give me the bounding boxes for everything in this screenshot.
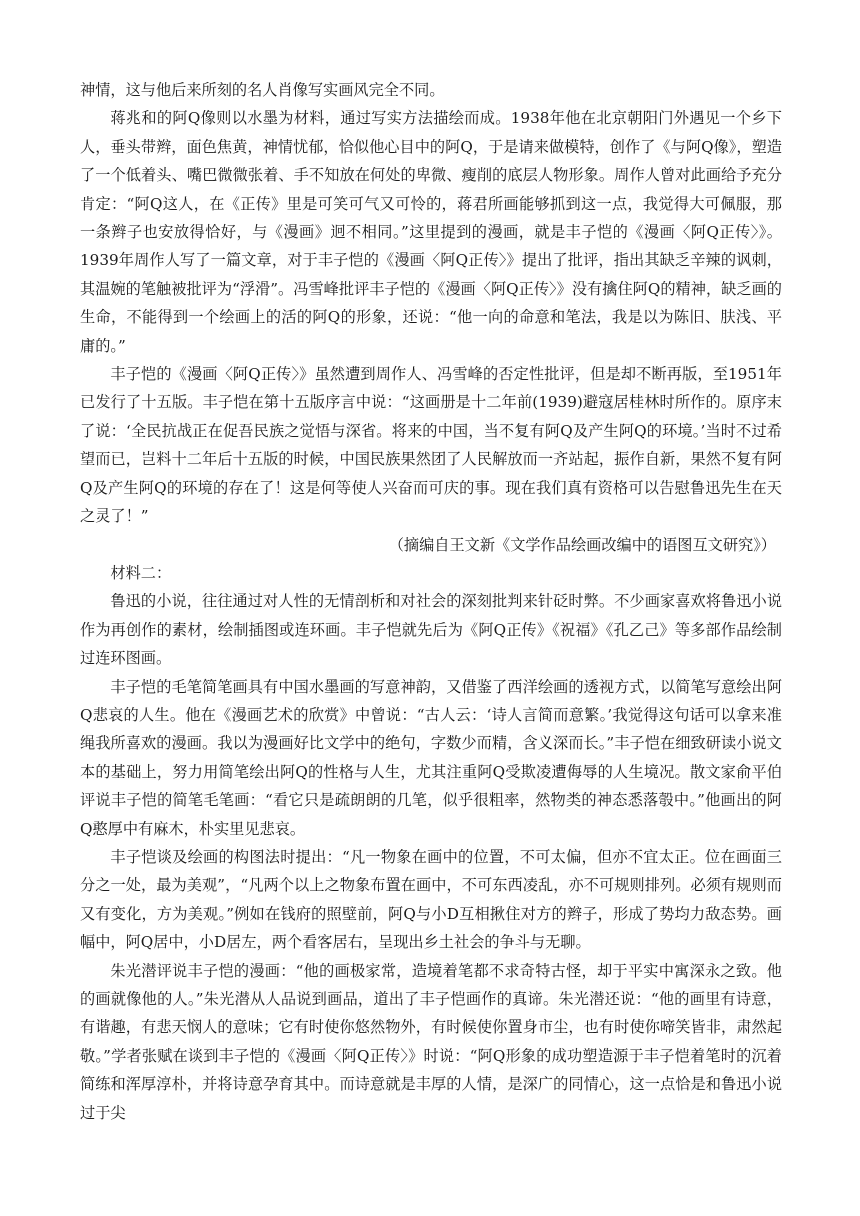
paragraph-composition: 丰子恺谈及绘画的构图法时提出：“凡一物象在画中的位置，不可太偏，但亦不宜太正。位在画面三分之一处，最为美观”，“凡两个以上之物象布置在画中，不可东西凌乱，亦不可规则排列。必须有规则而又有变化，方为美观。”例如在钱府的照壁前，阿Q与小D互相揪住对方的辫子，形成了势均力敌态势。画幅中，阿Q居中，小D居左，两个看客居右，呈现出乡土社会的争斗与无聊。 bbox=[80, 847, 782, 952]
paragraph-fifteenth-edition: 丰子恺的《漫画〈阿Q正传〉》虽然遭到周作人、冯雪峰的否定性批评，但是却不断再版，至1951年已发行了十五版。丰子恺在第十五版序言中说：“这画册是十二年前(1939)避寇居桂林时所作的。原序末了说：‘全民抗战正在促吾民族之觉悟与深省。将来的中国，当不复有阿Q及产生阿Q的环境。’当时不过希望而已，岂料十二年后十五版的时候，中国民族果然团了人民解放而一齐站起，振作自新，果然不复有阿Q及产生阿Q的环境的存在了！这是何等使人兴奋而可庆的事。现在我们真有资格可以告慰鲁迅先生在天之灵了！” bbox=[80, 365, 782, 526]
source-citation: （摘编自王文新《文学作品绘画改编中的语图互文研究》） bbox=[388, 535, 776, 554]
paragraph-continuation: 神情，这与他后来所刻的名人肖像写实画风完全不同。 bbox=[80, 81, 445, 99]
material-two-heading: 材料二： bbox=[110, 563, 172, 582]
paragraph-zhu-guangqian: 朱光潜评说丰子恺的漫画：“他的画极家常，造境着笔都不求奇特古怪，却于平实中寓深永之致。他的画就像他的人。”朱光潜从人品说到画品，道出了丰子恺画作的真谛。朱光潜还说：“他的画里有诗意，有谐趣，有悲天悯人的意味；它有时使你悠然物外，有时候使你置身市尘，也有时使你啼笑皆非，肃然起敬。”学者张赋在谈到丰子恺的《漫画〈阿Q正传〉》时说：“阿Q形象的成功塑造源于丰子恺着笔时的沉着简练和浑厚淳朴，并将诗意孕育其中。而诗意就是丰厚的人情，是深广的同情心，这一点恰是和鲁迅小说过于尖 bbox=[80, 961, 782, 1122]
paragraph-lu-xun-novels: 鲁迅的小说，往往通过对人性的无情剖析和对社会的深刻批判来针砭时弊。不少画家喜欢将鲁迅小说作为再创作的素材，绘制插图或连环画。丰子恺就先后为《阿Q正传》《祝福》《孔乙己》等多部作品绘制过连环图画。 bbox=[80, 592, 782, 668]
paragraph-brush-sketch: 丰子恺的毛笔简笔画具有中国水墨画的写意神韵，又借鉴了西洋绘画的透视方式，以简笔写意绘出阿Q悲哀的人生。他在《漫画艺术的欣赏》中曾说：“古人云：‘诗人言简而意繁。’我觉得这句话可以拿来准绳我所喜欢的漫画。我以为漫画好比文学中的绝句，字数少而精，含义深而长。”丰子恺在细致研读小说文本的基础上，努力用简笔绘出阿Q的性格与人生，尤其注重阿Q受欺凌遭侮辱的人生境况。散文家俞平伯评说丰子恺的简笔毛笔画：“看它只是疏朗朗的几笔，似乎很粗率，然物类的神态悉落彀中。”他画出的阿Q憨厚中有麻木，朴实里见悲哀。 bbox=[80, 677, 782, 838]
document-body bbox=[80, 76, 782, 1127]
paragraph-jiang-zhaohe: 蒋兆和的阿Q像则以水墨为材料，通过写实方法描绘而成。1938年他在北京朝阳门外遇见一个乡下人，垂头带辫，面色焦黄，神情忧郁，恰似他心目中的阿Q，于是请来做模特，创作了《与阿Q像》，塑造了一个低着头、嘴巴微微张着、手不知放在何处的卑微、瘦削的底层人物形象。周作人曾对此画给予充分肯定：“阿Q这人，在《正传》里是可笑可气又可怜的，蒋君所画能够抓到这一点，我觉得大可佩服，那一条辫子也安放得恰好，与《漫画》迥不相同。”这里提到的漫画，就是丰子恺的《漫画〈阿Q正传〉》。1939年周作人写了一篇文章，对于丰子恺的《漫画〈阿Q正传〉》提出了批评，指出其缺乏辛辣的讽刺，其温婉的笔触被批评为“浮滑”。冯雪峰批评丰子恺的《漫画〈阿Q正传〉》没有擒住阿Q的精神，缺乏画的生命，不能得到一个绘画上的活的阿Q的形象，还说：“他一向的命意和笔法，我是以为陈旧、肤浅、平庸的。” bbox=[80, 109, 782, 355]
